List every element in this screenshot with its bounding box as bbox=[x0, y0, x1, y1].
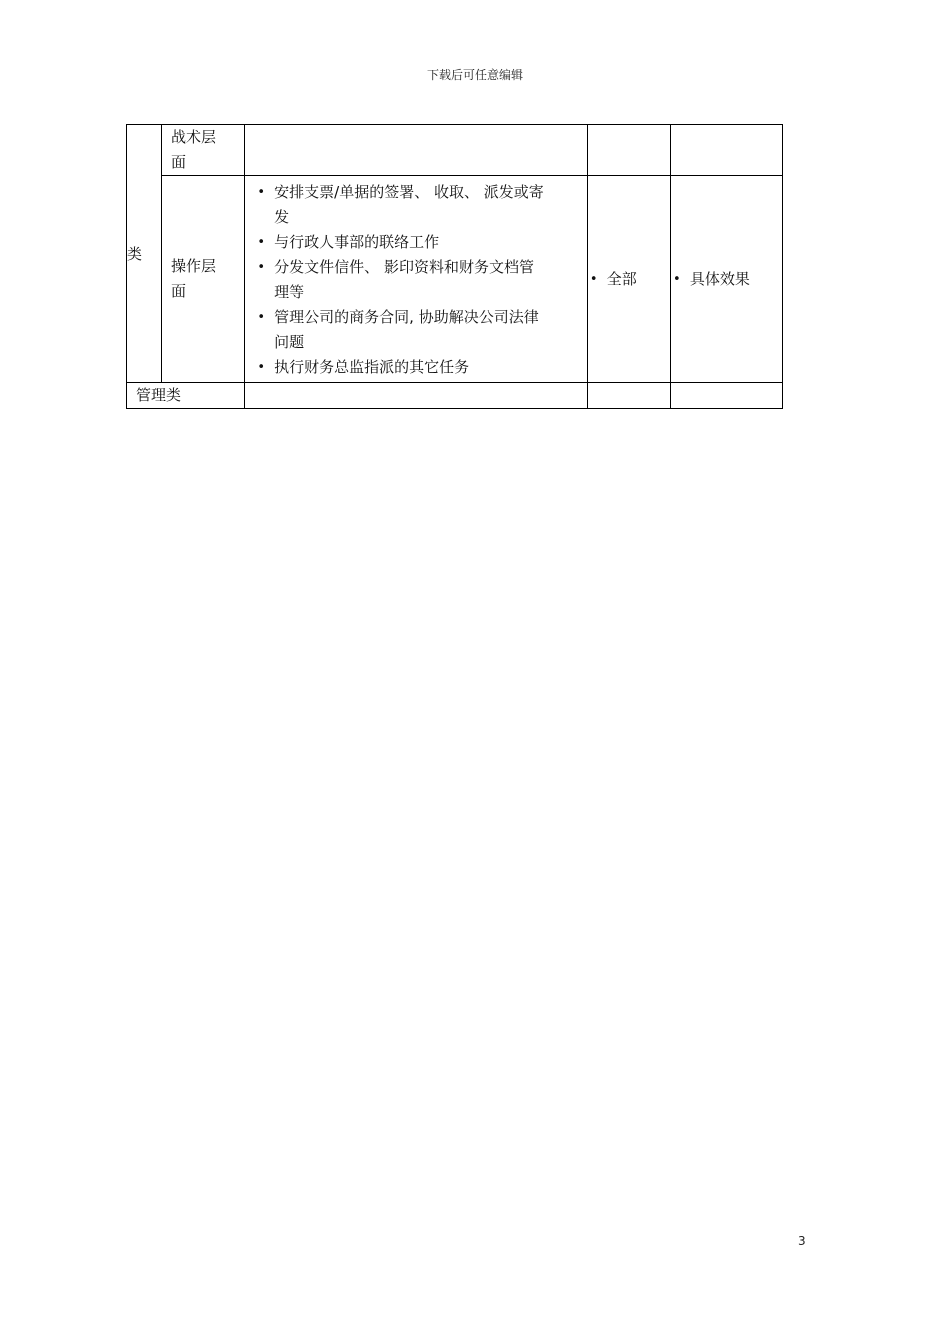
bullet-icon: • bbox=[257, 360, 265, 375]
bullet-icon: • bbox=[672, 271, 681, 287]
page-number: 3 bbox=[798, 1234, 806, 1248]
scope-value: 全部 bbox=[606, 269, 637, 288]
bullet-icon: • bbox=[589, 271, 598, 287]
management-result-cell bbox=[670, 383, 782, 409]
bullet-icon: • bbox=[257, 185, 265, 200]
table-row-operational bbox=[127, 176, 783, 383]
tactical-label-line1: 战术层 bbox=[171, 128, 217, 146]
operational-scope-cell bbox=[587, 176, 670, 383]
duty-1-line1: 安排支票/单据的签署、 收取、 派发或寄 bbox=[274, 183, 544, 201]
duty-3-line2: 理等 bbox=[274, 283, 305, 301]
duty-2-line1: 与行政人事部的联络工作 bbox=[274, 233, 440, 251]
management-label-cell bbox=[127, 383, 245, 409]
table-row-tactical bbox=[127, 125, 783, 176]
tactical-duties-cell bbox=[245, 125, 588, 176]
list-item bbox=[255, 305, 579, 355]
operational-result-cell bbox=[670, 176, 782, 383]
management-duties-cell bbox=[245, 383, 588, 409]
management-scope-cell bbox=[587, 383, 670, 409]
bullet-icon: • bbox=[257, 310, 265, 325]
duty-3-line1: 分发文件信件、 影印资料和财务文档管 bbox=[274, 258, 534, 276]
operational-duties-cell bbox=[245, 176, 588, 383]
duty-4-line2: 问题 bbox=[274, 333, 305, 351]
list-item bbox=[255, 355, 579, 380]
category-label: 类 bbox=[127, 245, 143, 263]
operational-label-line1: 操作层 bbox=[171, 257, 217, 275]
tactical-label-line2: 面 bbox=[171, 153, 187, 171]
tactical-label-cell bbox=[162, 125, 245, 176]
list-item bbox=[255, 255, 579, 305]
result-value: 具体效果 bbox=[689, 269, 750, 288]
duty-1-line2: 发 bbox=[274, 208, 290, 226]
duty-5-line1: 执行财务总监指派的其它任务 bbox=[274, 358, 470, 376]
operational-label-line2: 面 bbox=[171, 282, 187, 300]
duties-table bbox=[126, 124, 783, 409]
list-item bbox=[255, 180, 579, 230]
bullet-icon: • bbox=[257, 260, 265, 275]
duties-list bbox=[245, 176, 587, 382]
page-header: 下载后可任意编辑 bbox=[426, 68, 523, 82]
duty-4-line1: 管理公司的商务合同, 协助解决公司法律 bbox=[274, 308, 539, 326]
tactical-scope-cell bbox=[587, 125, 670, 176]
management-label: 管理类 bbox=[136, 386, 182, 404]
tactical-result-cell bbox=[670, 125, 782, 176]
list-item bbox=[255, 230, 579, 255]
operational-label-cell bbox=[162, 176, 245, 383]
category-cell bbox=[127, 125, 162, 383]
table-row-management bbox=[127, 383, 783, 409]
bullet-icon: • bbox=[257, 235, 265, 250]
